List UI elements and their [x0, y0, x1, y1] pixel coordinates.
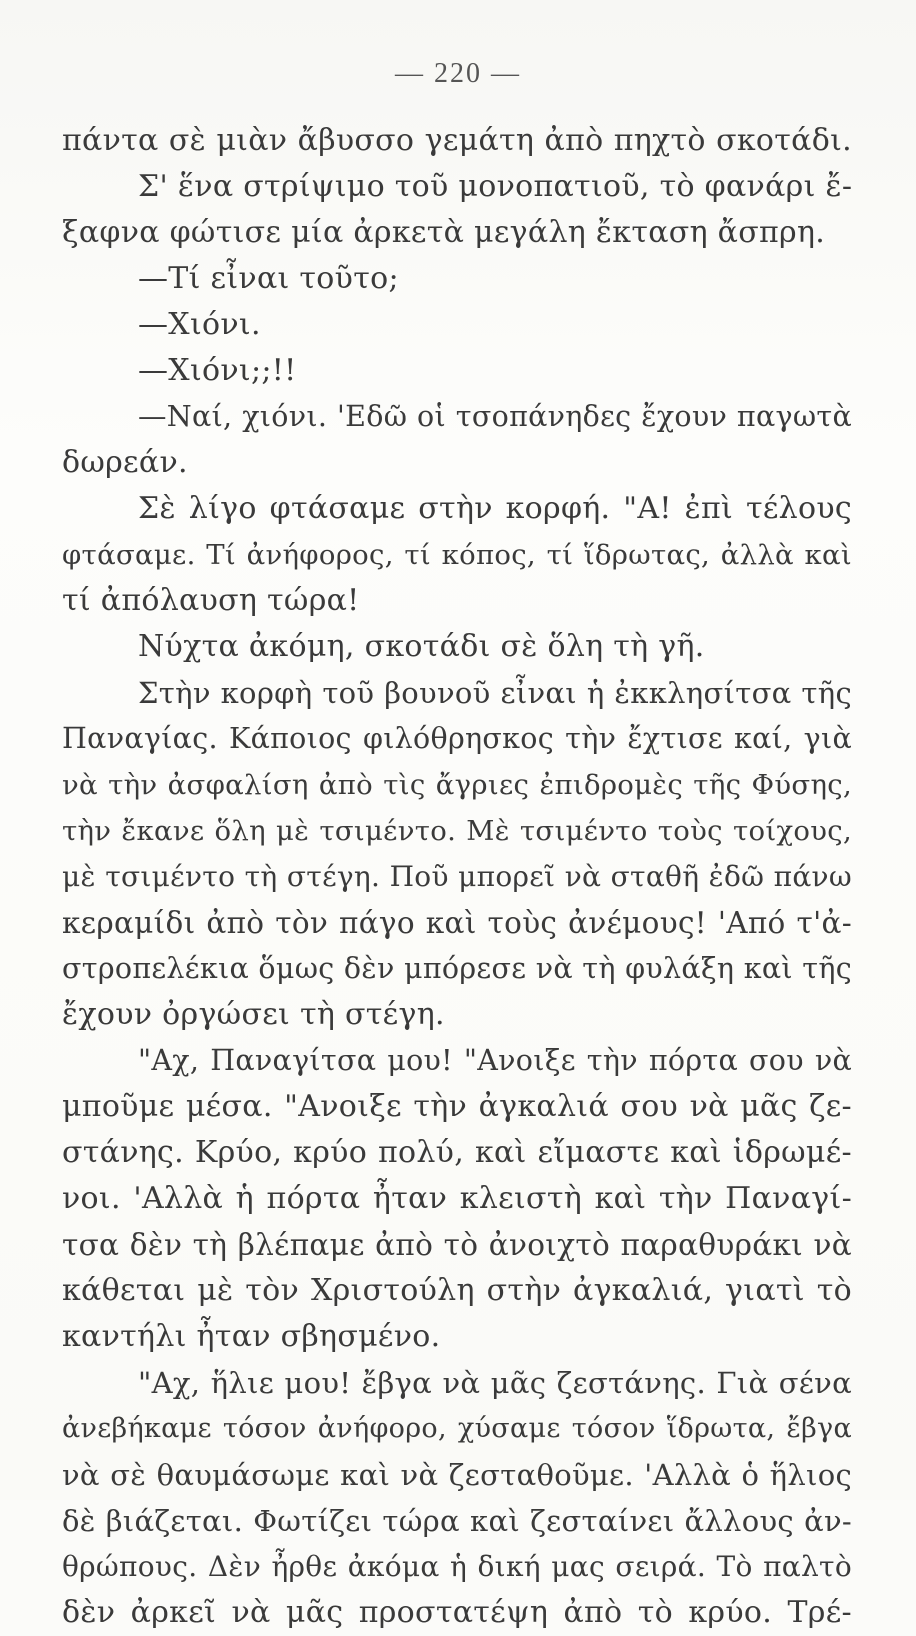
- text-line: καντήλι ἦταν σβησμένο.: [62, 1319, 441, 1354]
- text-line: —Ναί, χιόνι. 'Εδῶ οἱ τσοπάνηδες ἔχουν παγωτὰ: [138, 400, 852, 433]
- text-line: δωρεάν.: [62, 445, 188, 480]
- text-line: δὲ βιάζεται. Φωτίζει τώρα καὶ ζεσταίνει ἄλλους ἀν-: [62, 1504, 852, 1538]
- text-line: Σ' ἕνα στρίψιμο τοῦ μονοπατιοῦ, τὸ φανάρι ἔ-: [138, 169, 853, 204]
- text-line: τσα δὲν τὴ βλέπαμε ἀπὸ τὸ ἀνοιχτὸ παραθυράκι νὰ: [62, 1228, 852, 1262]
- text-line: θρώπους. Δὲν ἦρθε ἀκόμα ἡ δική μας σειρά. Τὸ παλτὸ: [62, 1550, 852, 1583]
- text-line: δὲν ἀρκεῖ νὰ μᾶς προστατέψη ἀπὸ τὸ κρύο. Τρέ-: [62, 1595, 852, 1630]
- text-line: τί ἀπόλαυση τώρα!: [62, 583, 360, 618]
- text-line: τὴν ἔκανε ὅλη μὲ τσιμέντο. Μὲ τσιμέντο τοὺς τοίχους,: [62, 815, 852, 847]
- text-line: πάντα σὲ μιὰν ἄβυσσο γεμάτη ἀπὸ πηχτὸ σκοτάδι.: [62, 123, 852, 158]
- text-line: μὲ τσιμέντο τὴ στέγη. Ποῦ μπορεῖ νὰ σταθῆ ἐδῶ πάνω: [62, 860, 852, 893]
- body-text: [62, 118, 852, 1636]
- text-line: νοι. 'Αλλὰ ἡ πόρτα ἦταν κλειστὴ καὶ τὴν Παναγί-: [62, 1181, 852, 1216]
- text-line: Στὴν κορφὴ τοῦ βουνοῦ εἶναι ἡ ἐκκλησίτσα τῆς: [138, 676, 852, 710]
- text-line: νὰ σὲ θαυμάσωμε καὶ νὰ ζεσταθοῦμε. 'Αλλὰ ὁ ἥλιος: [62, 1458, 852, 1492]
- text-line: —Χιόνι;;!!: [138, 353, 297, 388]
- text-line: —Τί εἶναι τοῦτο;: [138, 261, 399, 296]
- text-line: "Αχ, Παναγίτσα μου! "Ανοιξε τὴν πόρτα σου νὰ: [138, 1044, 852, 1077]
- text-line: —Χιόνι.: [138, 307, 261, 342]
- text-line: νὰ τὴν ἀσφαλίση ἀπὸ τὶς ἄγριες ἐπιδρομὲς τῆς Φύσης,: [62, 769, 852, 801]
- text-line: ξαφνα φώτισε μία ἀρκετὰ μεγάλη ἔκταση ἄσπρη.: [62, 215, 826, 250]
- text-line: μποῦμε μέσα. "Ανοιξε τὴν ἀγκαλιά σου νὰ μᾶς ζε-: [62, 1089, 852, 1124]
- text-line: Παναγίας. Κάποιος φιλόθρησκος τὴν ἔχτισε καί, γιὰ: [62, 722, 852, 755]
- text-line: κεραμίδι ἀπὸ τὸν πάγο καὶ τοὺς ἀνέμους! 'Από τ'ἀ-: [62, 906, 852, 940]
- text-line: "Αχ, ἥλιε μου! ἔβγα νὰ μᾶς ζεστάνης. Γιὰ σένα: [138, 1366, 852, 1400]
- text-line: στάνης. Κρύο, κρύο πολύ, καὶ εἴμαστε καὶ ἱδρωμέ-: [62, 1135, 852, 1170]
- text-line: ἀνεβήκαμε τόσον ἀνήφορο, χύσαμε τόσον ἵδρωτα, ἔβγα: [62, 1413, 852, 1444]
- text-line: ἔχουν ὀργώσει τὴ στέγη.: [62, 997, 445, 1032]
- text-line: στροπελέκια ὅμως δὲν μπόρεσε νὰ τὴ φυλάξη καὶ τῆς: [62, 952, 852, 985]
- text-line: κάθεται μὲ τὸν Χριστούλη στὴν ἀγκαλιά, γιατὶ τὸ: [62, 1273, 852, 1308]
- text-line: Νύχτα ἀκόμη, σκοτάδι σὲ ὅλη τὴ γῆ.: [138, 629, 705, 664]
- page-number: — 220 —: [395, 58, 521, 89]
- text-line: φτάσαμε. Τί ἀνήφορος, τί κόπος, τί ἵδρωτας, ἀλλὰ καὶ: [62, 539, 852, 571]
- text-line: Σὲ λίγο φτάσαμε στὴν κορφή. "Α! ἐπὶ τέλους: [138, 491, 852, 526]
